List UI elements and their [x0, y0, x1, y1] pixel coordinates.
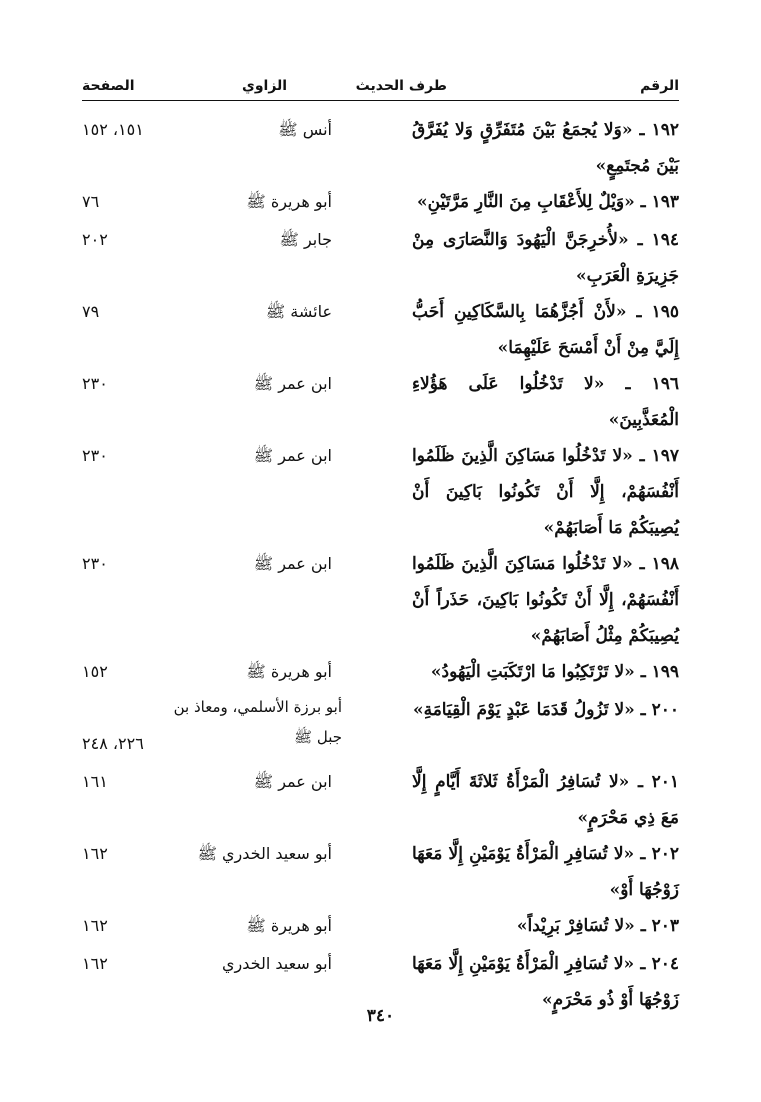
list-item — [82, 366, 679, 438]
table-header — [82, 72, 679, 101]
list-item — [82, 546, 679, 654]
rawi-name: أبو هريرة ﷺ — [246, 662, 332, 681]
page-ref: ٢٣٠ — [82, 554, 108, 573]
page-ref: ١٥٢ — [82, 662, 108, 681]
rawi-name: ابن عمر ﷺ — [253, 374, 332, 393]
hadith-text: ٢٠٠ ـ «لا تَزُولُ قَدَمَا عَبْدٍ يَوْمَ الْقِيَامَةِ» — [412, 700, 679, 720]
rawi-name: أنس ﷺ — [278, 120, 332, 139]
header-hadith: طرف الحديث — [355, 78, 447, 94]
hadith-text: ٢٠٣ ـ «لا تُسَافِرْ بَرِيْداً» — [516, 916, 679, 936]
hadith-text: ١٩٥ ـ «لأَنْ أَجُزَّهُمَا بِالسَّكَاكِينِ أَحَبُّ إِلَيَّ مِنْ أَنْ أَمْسَحَ عَلَيْهِمَا» — [412, 302, 679, 358]
list-item — [82, 222, 679, 294]
page-ref: ١٥١، ١٥٢ — [82, 120, 144, 139]
list-item — [82, 184, 679, 222]
list-item — [82, 294, 679, 366]
header-page: الصفحة — [82, 78, 135, 94]
list-item — [82, 654, 679, 692]
rawi-name: ابن عمر ﷺ — [253, 446, 332, 465]
hadith-text: ١٩٣ ـ «وَيْلٌ لِلأَعْقَابِ مِنَ النَّارِ مَرَّتَيْنِ» — [417, 192, 679, 212]
rawi-name: جابر ﷺ — [279, 230, 332, 249]
page-ref: ١٦٢ — [82, 844, 108, 863]
list-item — [82, 764, 679, 836]
page-number: ٣٤٠ — [366, 1006, 395, 1026]
hadith-text: ٢٠٢ ـ «لا تُسَافِرِ الْمَرْأَةُ يَوْمَيْنِ إِلَّا مَعَهَا زَوْجُهَا أَوْ» — [412, 844, 679, 900]
rawi-name: أبو سعيد الخدري — [222, 954, 332, 973]
rawi-name: أبو سعيد الخدري ﷺ — [197, 844, 332, 863]
rawi-name: أبو هريرة ﷺ — [246, 916, 332, 935]
rawi-name: ابن عمر ﷺ — [253, 772, 332, 791]
list-item — [82, 438, 679, 546]
page-ref: ١٦٢ — [82, 954, 108, 973]
hadith-text: ١٩٧ ـ «لا تَدْخُلُوا مَسَاكِنَ الَّذِينَ ظَلَمُوا أَنْفُسَهُمْ، إِلَّا أَنْ تَكُونُوا بَاكِينَ أَنْ يُصِيبَكُمْ مَا أَصَابَهُمْ» — [412, 446, 679, 538]
page-ref: ٧٩ — [82, 302, 100, 321]
hadith-text: ١٩٤ ـ «لأُخرِجَنَّ الْيَهُودَ وَالنَّصَارَى مِنْ جَزِيرَةِ الْعَرَبِ» — [412, 230, 679, 286]
header-rawi: الزاوي — [242, 78, 288, 94]
hadith-text: ١٩٢ ـ «وَلا يُجمَعُ بَيْنَ مُتَفَرِّقٍ وَلا يُفَرَّقُ بَيْنَ مُجتَمِعٍ» — [412, 120, 679, 176]
hadith-text: ٢٠١ ـ «لا تُسَافِرُ الْمَرْأَةُ ثَلاثَةَ أَيَّامٍ إِلَّا مَعَ ذِي مَحْرَمٍ» — [412, 772, 679, 828]
rawi-name: ابن عمر ﷺ — [253, 554, 332, 573]
page-ref: ١٦١ — [82, 772, 108, 791]
page-ref: ٧٦ — [82, 192, 100, 211]
page-ref: ٢٣٠ — [82, 446, 108, 465]
list-item — [82, 908, 679, 946]
page-ref: ١٦٢ — [82, 916, 108, 935]
page-ref: ٢٣٠ — [82, 374, 108, 393]
hadith-text: ٢٠٤ ـ «لا تُسَافِرِ الْمَرْأَةُ يَوْمَيْنِ إِلَّا مَعَهَا زَوْجُهَا أَوْ ذُو مَحْرَمٍ» — [412, 954, 679, 1010]
header-number: الرقم — [640, 78, 679, 94]
hadith-text: ١٩٩ ـ «لا تَرْتَكِبُوا مَا ارْتَكَبَتِ الْيَهُودُ» — [430, 662, 679, 682]
hadith-index-list — [82, 112, 679, 1018]
rawi-name: أبو برزة الأسلمي، ومعاذ بن جبل ﷺ — [173, 698, 342, 746]
hadith-text: ١٩٦ ـ «لا تَدْخُلُوا عَلَى هَؤُلاءِ الْمُعَذَّبِينَ» — [412, 374, 679, 430]
list-item — [82, 112, 679, 184]
page-ref: ٢٢٦، ٢٤٨ — [82, 734, 144, 753]
list-item — [82, 836, 679, 908]
hadith-text: ١٩٨ ـ «لا تَدْخُلُوا مَسَاكِنَ الَّذِينَ ظَلَمُوا أَنْفُسَهُمْ، إِلَّا أَنْ تَكُونُوا بَاكِينَ، حَذَراً أَنْ يُصِيبَكُمْ مِثْلُ أَصَابَهُمْ» — [412, 554, 679, 646]
list-item — [82, 692, 679, 764]
page-ref: ٢٠٢ — [82, 230, 108, 249]
rawi-name: أبو هريرة ﷺ — [246, 192, 332, 211]
rawi-name: عائشة ﷺ — [265, 302, 332, 321]
